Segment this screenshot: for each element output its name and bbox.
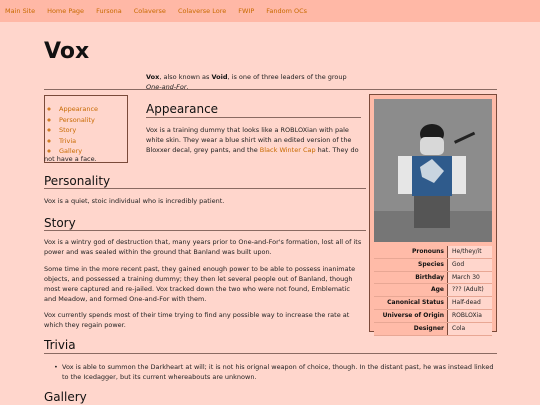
story-paragraph-2: Some time in the more recent past, they gained enough power to be able to possess inanimate objects, and possessed a training dummy; they then let several people out of Banland, though most were captured and re-jailed. Vox tracked down the two who were not found, Emblematic and Meadow, and formed One-and-For with them.: [44, 265, 356, 303]
personality-paragraph: Vox is a quiet, stoic individual who is incredibly patient.: [44, 197, 225, 205]
infobox-value: Half-dead: [448, 297, 492, 309]
appearance-continuation: not have a face.: [44, 155, 97, 163]
story-paragraph-1: Vox is a wintry god of destruction that, many years prior to One-and-For's formation, lost all of its power and was sealed within the ground that Banland was built upon.: [44, 238, 362, 256]
nav-colaverse[interactable]: Colaverse: [133, 7, 166, 15]
infobox-key: Age: [374, 284, 448, 296]
character-portrait-image: [374, 99, 492, 242]
nav-home-page[interactable]: Home Page: [47, 7, 85, 15]
nav-fandom-ocs[interactable]: Fandom OCs: [266, 7, 308, 15]
nav-colaverse-lore[interactable]: Colaverse Lore: [177, 7, 227, 15]
character-infobox: [369, 94, 497, 332]
infobox-table: [374, 246, 492, 336]
intro-alias: Void: [211, 73, 228, 81]
story-paragraph-3: Vox currently spends most of their time trying to find any possible way to increase the rate at which they regain power.: [44, 311, 350, 329]
heading-appearance: Appearance: [146, 102, 219, 116]
top-navigation-bar: [0, 0, 540, 22]
intro-name: Vox: [146, 73, 160, 81]
heading-gallery: Gallery: [44, 390, 87, 404]
infobox-value: March 30: [448, 272, 492, 284]
infobox-row-designer: [374, 323, 492, 336]
intro-text-2: , is one of three leaders of the group: [227, 73, 347, 81]
toc-item-gallery[interactable]: ◦ Gallery: [59, 146, 127, 157]
infobox-key: Birthday: [374, 272, 448, 284]
infobox-key: Designer: [374, 323, 448, 335]
infobox-key: Pronouns: [374, 246, 448, 258]
infobox-row-birthday: [374, 272, 492, 285]
black-winter-cap-link[interactable]: Black Winter Cap: [259, 146, 316, 154]
heading-personality: Personality: [44, 174, 111, 188]
infobox-value: Cola: [448, 323, 492, 335]
infobox-key: Species: [374, 259, 448, 271]
toc-item-appearance[interactable]: ◦ Appearance: [59, 104, 127, 115]
appearance-text-a: Vox is a training dummy that looks like a ROBLOXian with pale white skin. They wear a blue shirt with an edited version of the Bloxxer decal, grey pants, and the: [146, 126, 352, 154]
infobox-value: God: [448, 259, 492, 271]
heading-story: Story: [44, 216, 76, 230]
nav-main-site[interactable]: Main Site: [5, 7, 36, 15]
heading-trivia: Trivia: [44, 338, 76, 352]
nav-fursona[interactable]: Fursona: [96, 7, 122, 15]
intro-text-1: , also known as: [159, 73, 212, 81]
appearance-divider: [146, 117, 361, 118]
infobox-value: ??? (Adult): [448, 284, 492, 296]
infobox-row-species: [374, 259, 492, 272]
intro-paragraph: [146, 72, 361, 92]
toc-item-trivia[interactable]: ◦ Trivia: [59, 136, 127, 147]
infobox-value: ROBLOXia: [448, 310, 492, 322]
infobox-key: Canonical Status: [374, 297, 448, 309]
table-of-contents: [44, 95, 128, 163]
infobox-row-age: [374, 284, 492, 297]
infobox-value: He/they/it: [448, 246, 492, 258]
intro-text-3: .: [186, 83, 189, 91]
trivia-divider: [44, 353, 497, 354]
infobox-key: Universe of Origin: [374, 310, 448, 322]
infobox-row-canonical-status: [374, 297, 492, 310]
story-divider: [44, 230, 366, 231]
toc-item-story[interactable]: ◦ Story: [59, 125, 127, 136]
intro-group: One-and-For: [146, 83, 187, 91]
appearance-paragraph: [146, 125, 360, 155]
trivia-item: • Vox is able to summon the Darkheart at will; it is not his orignal weapon of choice, though. In the distant past, he was instead linked to the Icedagger, but its current whereabouts are unknown.: [62, 362, 498, 382]
page-title: Vox: [44, 39, 90, 64]
toc-item-personality[interactable]: ◦ Personality: [59, 115, 127, 126]
page-content: [0, 22, 540, 405]
infobox-row-pronouns: [374, 246, 492, 259]
infobox-row-universe-of-origin: [374, 310, 492, 323]
personality-divider: [44, 188, 366, 189]
nav-fwip[interactable]: FWIP: [238, 7, 255, 15]
appearance-text-b: hat. They do: [315, 146, 359, 154]
